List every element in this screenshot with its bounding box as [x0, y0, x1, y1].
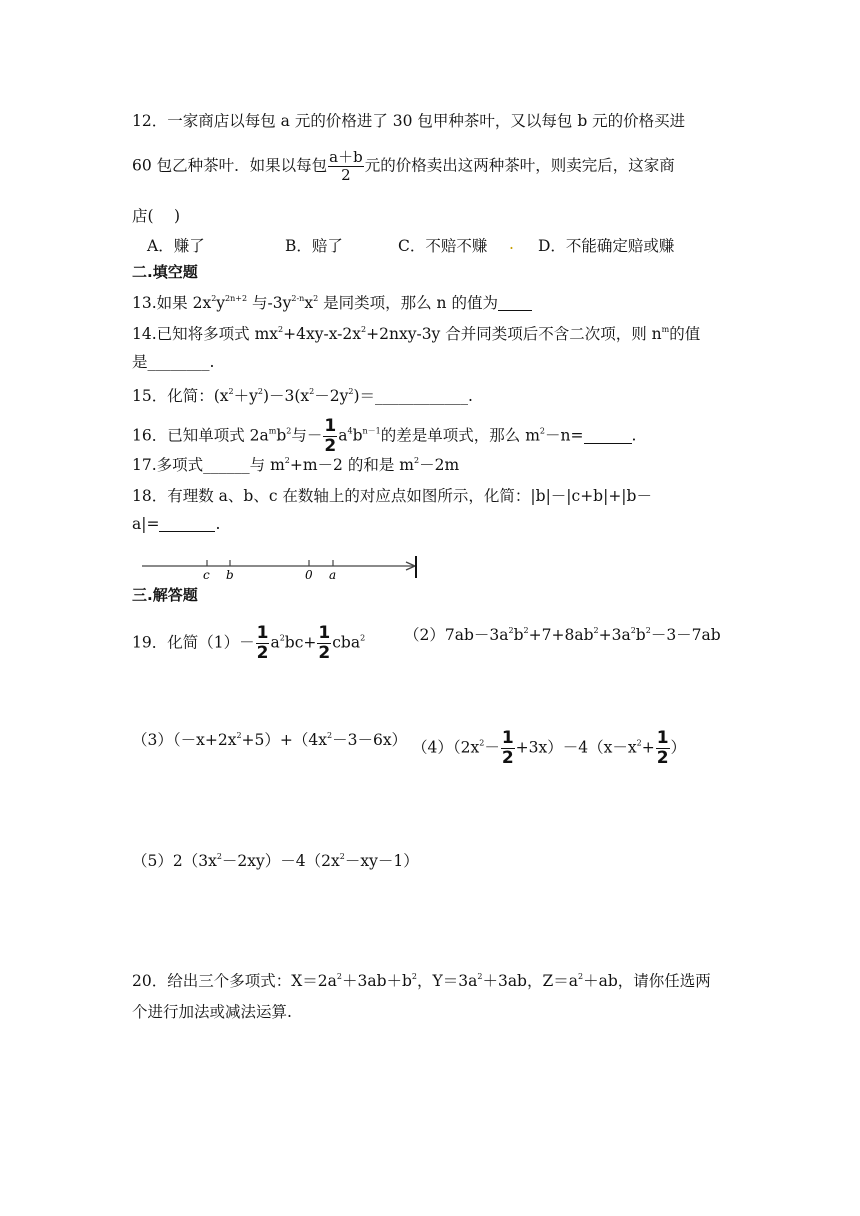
q12-line1: 12．一家商店以每包 a 元的价格进了 30 包甲种茶叶，又以每包 b 元的价格买进	[132, 112, 686, 130]
fraction-a-plus-b-over-2: $\frac{a+b}{2}$	[329, 148, 363, 184]
q17: 17.多项式______与 $m^2+m-2$ 的和是 $m^2-2m$	[132, 456, 460, 474]
label-a: a	[329, 568, 337, 580]
q18-answer-blank	[159, 517, 215, 532]
q19-part4: $(4)(2x^2-$ $\frac{1}{2}$ $+3x)-4(x-x^2+$ $\frac{1}{2}$ ）	[412, 728, 687, 768]
q18-line2: a|= .	[132, 515, 221, 533]
section3-title: 三.解答题	[132, 586, 198, 604]
q12-option-d: D．不能确定赔或赚	[538, 237, 675, 255]
decorative-dot: .	[509, 235, 514, 253]
number-line-figure	[138, 552, 428, 580]
q12-option-b: B．赔了	[285, 237, 343, 255]
q12-option-c: C．不赔不赚	[398, 237, 488, 255]
q20-line1: 20．给出三个多项式：$X=2a^2+3ab+b^2$，$Y=3a^2+3ab$，$Z=a^2+ab$，请你任选两	[132, 972, 711, 990]
label-c: c	[203, 568, 210, 580]
fraction-one-half: $\frac{1}{2}$	[501, 728, 514, 768]
q19-part5: $(5)2(3x^2-2xy)-4(2x^2-xy-1)$	[132, 852, 419, 870]
q13: 13.如果 $2x^2y^{2n+2}$ 与$-3y^{2-n}x^2$ 是同类项，那么 n 的值为	[132, 293, 532, 313]
q18-line1: 18．有理数 a、b、c 在数轴上的对应点如图所示，化简：|b|－|c+b|+|b－	[132, 487, 652, 505]
q19-part1: 19．化简（1）－ $\frac{1}{2}$ $a^2bc+$ $\frac{1}{2}$ cba$^2$	[132, 623, 366, 663]
q12-line2: 60 包乙种茶叶．如果以每包 $\frac{a+b}{2}$ 元的价格卖出这两种茶叶，则卖完后，这家商	[132, 148, 675, 184]
label-0: 0	[305, 568, 313, 580]
fraction-one-half: $\frac{1}{2}$	[256, 623, 269, 663]
q14-line1: 14.已知将多项式 $mx^2+4xy-x-2x^2+2nxy-3y$ 合并同类项后不含二次项，则 $n^m$的值	[132, 325, 701, 343]
fraction-one-half: $\frac{1}{2}$	[324, 416, 337, 456]
label-b: b	[226, 568, 234, 580]
q12-line3: 店( )	[132, 207, 181, 225]
q15: 15．化简：$(x^2+y^2)-3(x^2-2y^2)=\_\_\_\_\_\_\_\_\_\_\_\_$.	[132, 387, 473, 405]
fraction-one-half: $\frac{1}{2}$	[656, 728, 669, 768]
q13-answer-blank	[498, 296, 532, 311]
q19-part3: $(3)(-x+2x^2+5)+(4x^2-3-6x)$	[132, 731, 408, 749]
q12-option-a: A．赚了	[147, 237, 205, 255]
section2-title: 二.填空题	[132, 263, 198, 281]
q20-line2: 个进行加法或减法运算.	[132, 1003, 292, 1021]
q14-line2: 是________.	[132, 353, 215, 371]
q16-answer-blank	[584, 429, 632, 444]
q19-part2: $(2)7ab-3a^2b^2+7+8ab^2+3a^2b^2-3-7ab$	[404, 626, 721, 644]
fraction-one-half: $\frac{1}{2}$	[318, 623, 331, 663]
q16: 16．已知单项式 $2a^mb^2$与－ $\frac{1}{2}$ $a^4b^{n-1}$的差是单项式，那么 $m^2-n=$ .	[132, 416, 637, 456]
